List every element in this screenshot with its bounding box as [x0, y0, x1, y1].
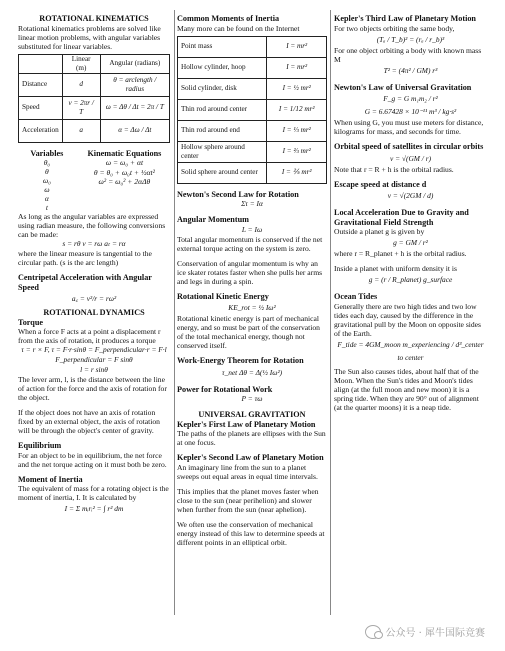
conversion-equation: s = rθ v = rω aₜ = rα	[62, 239, 126, 248]
table-cell: Point mass	[178, 36, 267, 57]
moment-of-inertia-text: The equivalent of mass for a rotating object is the moment of inertia, I. It is calculated by	[18, 484, 169, 502]
table-row	[178, 141, 327, 162]
gravitation-units-text: When using G, you must use meters for distance, kilograms for mass, and seconds for time.	[334, 118, 484, 136]
table-cell: Hollow cylinder, hoop	[178, 57, 267, 78]
ocean-tides-title: Ocean Tides	[334, 292, 378, 301]
lever-arm-text: The lever arm, l, is the distance between the line of action for the force and the axis of rotation for the object.	[18, 375, 167, 402]
table-cell: ω = Δθ / Δt = 2π / T	[100, 96, 169, 119]
centripetal-equation: a꜀ = v²/r = rω²	[71, 294, 117, 303]
moment-of-inertia-equation: I = Σ mᵢrᵢ² = ∫ r² dm	[64, 504, 124, 513]
universal-gravitation-title: UNIVERSAL GRAVITATION	[198, 410, 306, 419]
escape-speed-title: Escape speed at distance d	[334, 179, 427, 189]
table-header: Linear (m)	[62, 54, 100, 73]
column-1	[18, 14, 170, 515]
common-moments-text: Many more can be found on the Internet	[177, 23, 300, 33]
table-cell: I = ⅖ mr²	[267, 162, 327, 183]
table-cell: I = mr²	[267, 36, 327, 57]
moments-table	[177, 36, 327, 184]
conversion-note: where the linear measure is tangential to the circular path. (s is the arc length)	[18, 249, 152, 267]
newtons-second-law-title: Newton's Second Law for Rotation	[177, 189, 299, 199]
table-cell: Distance	[19, 73, 63, 96]
kinematics-intro: Rotational kinematics problems are solved like linear motion problems, with angular variables substituted for linear variables.	[18, 23, 161, 51]
table-cell: Thin rod around center	[178, 99, 267, 120]
table-cell: Solid sphere around center	[178, 162, 267, 183]
variables-and-equations	[18, 149, 170, 213]
table-row	[178, 57, 327, 78]
escape-speed-equation: v = √(2GM / d)	[387, 191, 434, 200]
watermark-text: 公众号 · 犀牛国际竞赛	[385, 628, 485, 639]
table-row	[178, 162, 327, 183]
kepler-third-law-title: Kepler's Third Law of Planetary Motion	[334, 14, 476, 23]
local-acceleration-equation: g = GM / r²	[393, 238, 428, 247]
ocean-tides-text: Generally there are two high tides and two low tides each day, caused by the difference in the gravitational pull by the Moon on opposite sides of the Earth.	[334, 301, 482, 338]
table-cell: I = ⅓ mr²	[267, 120, 327, 141]
table-row	[178, 99, 327, 120]
moment-of-inertia-title: Moment of Inertia	[18, 474, 83, 484]
kinematic-equations-title: Kinematic Equations	[87, 148, 162, 158]
torque-text: When a force F acts at a point a displacement r from the axis of rotation, it produces a torque	[18, 327, 161, 345]
equilibrium-title: Equilibrium	[18, 441, 62, 450]
inside-planet-equation: g = (r / R_planet) g_surface	[368, 275, 453, 284]
common-moments-title: Common Moments of Inertia	[177, 14, 280, 23]
table-row	[178, 120, 327, 141]
tidal-force-equation: F_tide = 4GM_moon m_experiencing / d³_center to center	[337, 339, 484, 362]
table-row	[19, 119, 170, 142]
variable: θ₀	[43, 158, 51, 167]
table-cell: Acceleration	[19, 119, 63, 142]
kepler-third-law-equation: (Tₐ / T_b)² = (rₐ / r_b)³	[376, 34, 445, 44]
table-row	[178, 36, 327, 57]
table-cell: I = ½ mr²	[267, 78, 327, 99]
table-cell: Hollow sphere around center	[178, 141, 267, 162]
table-cell: I = mr²	[267, 57, 327, 78]
variable: θ	[45, 167, 49, 176]
kepler-third-law-equation-2: T² = (4π² / GM) r³	[383, 65, 438, 75]
equation: θ = θ₀ + ω₀t + ½αt²	[93, 167, 155, 177]
power-equation: P = τω	[241, 394, 263, 403]
equation: ω² = ω₀² + 2αΔθ	[98, 177, 151, 186]
variable: t	[45, 203, 48, 212]
table-cell: Speed	[19, 96, 63, 119]
variable: ω₀	[42, 176, 51, 185]
table-header: Angular (radians)	[100, 54, 169, 73]
universal-gravitation-law-title: Newton's Law of Universal Gravitation	[334, 82, 472, 92]
table-row	[19, 96, 170, 119]
rotational-ke-equation: KE_rot = ½ Iω²	[228, 303, 276, 312]
torque-title: Torque	[18, 317, 44, 327]
column-divider-2	[330, 10, 331, 615]
angular-momentum-equation: L = Iω	[241, 224, 263, 234]
angular-momentum-title: Angular Momentum	[177, 215, 249, 224]
column-2	[177, 14, 327, 547]
torque-equation: l = r sinθ	[80, 365, 108, 374]
variable: ω	[44, 185, 50, 194]
kepler-third-law-text: For two objects orbiting the same body,	[334, 23, 455, 33]
table-cell: θ = arclength / radius	[100, 73, 169, 96]
angular-momentum-example: Conservation of angular momentum is why an ice skater rotates faster when she pulls her arms and legs in during a spin.	[177, 258, 323, 286]
kepler-second-law-note: We often use the conservation of mechanical energy instead of this law to determine speeds at different points in an elliptical orbit.	[177, 519, 325, 547]
conversion-text: As long as the angular variables are expressed using radian measure, the following conversions can be made:	[18, 212, 166, 239]
rotational-ke-title: Rotational Kinetic Energy	[177, 291, 269, 301]
torque-equation: F_perpendicular = F sinθ	[55, 355, 133, 364]
axis-text: If the object does not have an axis of rotation fixed by an external object, the axis of rotation will be through the object's center of gravity.	[18, 408, 160, 435]
watermark	[365, 624, 485, 639]
equilibrium-text: For an object to be in equilibrium, the net force and the net torque acting on it must both be zero.	[18, 450, 167, 469]
ocean-tides-sun-text: The Sun also causes tides, about half that of the Moon. When the Sun's tides and Moon's tides align (at the full moon and new moon) it is a spring tide. When they are 90° out of alignment (at the quarter moons) it is a neap tide.	[334, 366, 479, 412]
variables-list	[18, 149, 76, 213]
equation: ω = ω₀ + αt	[105, 158, 144, 167]
kepler-first-law-title: Kepler's First Law of Planetary Motion	[177, 419, 316, 429]
variable: α	[44, 194, 49, 203]
kepler-second-law-title: Kepler's Second Law of Planetary Motion	[177, 453, 324, 462]
centripetal-title: Centripetal Acceleration with Angular Speed	[18, 273, 152, 292]
orbital-speed-note: Note that r = R + h is the orbital radius.	[334, 164, 454, 174]
kepler-second-law-implication: This implies that the planet moves faster when close to the sun (near perihelion) and slower when further from the sun (near aphelion).	[177, 486, 319, 514]
table-cell: a	[62, 119, 100, 142]
wechat-icon	[365, 625, 381, 639]
local-acceleration-note: where r = R_planet + h is the orbital radius.	[334, 249, 467, 258]
variables-title: Variables	[30, 148, 64, 158]
table-cell: d	[62, 73, 100, 96]
column-divider-1	[174, 10, 175, 615]
torque-equation: τ = r × F, τ = F·r·sinθ = F_perpendicular·r = F·l	[21, 345, 167, 354]
kepler-third-law-text-2: For one object orbiting a body with known mass M	[334, 45, 482, 64]
newtons-second-law-equation: Στ = Iα	[241, 199, 263, 208]
work-energy-equation: τ_net Δθ = Δ(½ Iω²)	[221, 367, 283, 377]
kepler-second-law-text: An imaginary line from the sun to a planet sweeps out equal areas in equal time intervals.	[177, 462, 318, 481]
dynamics-title: ROTATIONAL DYNAMICS	[43, 308, 145, 317]
table-header	[19, 54, 63, 73]
kinematic-equations	[79, 149, 170, 213]
gravitational-constant: G = 6.67428 × 10⁻¹¹ m³ / kg·s²	[364, 107, 457, 116]
orbital-speed-title: Orbital speed of satellites in circular orbits	[334, 142, 484, 151]
table-row	[19, 73, 170, 96]
table-cell: I = 1/12 mr²	[267, 99, 327, 120]
kepler-first-law-text: The paths of the planets are ellipses with the Sun at one focus.	[177, 429, 326, 447]
power-title: Power for Rotational Work	[177, 384, 273, 394]
kinematics-title: ROTATIONAL KINEMATICS	[39, 14, 149, 23]
local-acceleration-text: Outside a planet g is given by	[334, 227, 425, 236]
table-cell: I = ⅔ mr²	[267, 141, 327, 162]
gravitation-equation: F_g = G m₁m₂ / r²	[383, 94, 438, 103]
orbital-speed-equation: v = √(GM / r)	[389, 153, 432, 163]
kinematics-table	[18, 54, 170, 143]
rotational-ke-text: Rotational kinetic energy is part of mechanical energy, and so must be part of the conservation of the total mechanical energy, though not conserved itself.	[177, 314, 320, 350]
table-cell: α = Δω / Δt	[100, 119, 169, 142]
table-row	[178, 78, 327, 99]
table-cell: v = 2πr / T	[62, 96, 100, 119]
work-energy-title: Work-Energy Theorem for Rotation	[177, 356, 304, 365]
inside-planet-text: Inside a planet with uniform density it is	[334, 264, 457, 273]
table-cell: Solid cylinder, disk	[178, 78, 267, 99]
angular-momentum-text: Total angular momentum is conserved if the net external torque acting on the system is zero.	[177, 234, 323, 253]
table-cell: Thin rod around end	[178, 120, 267, 141]
column-3	[334, 14, 487, 412]
local-acceleration-title: Local Acceleration Due to Gravity and Gravitational Field Strength	[334, 208, 469, 227]
